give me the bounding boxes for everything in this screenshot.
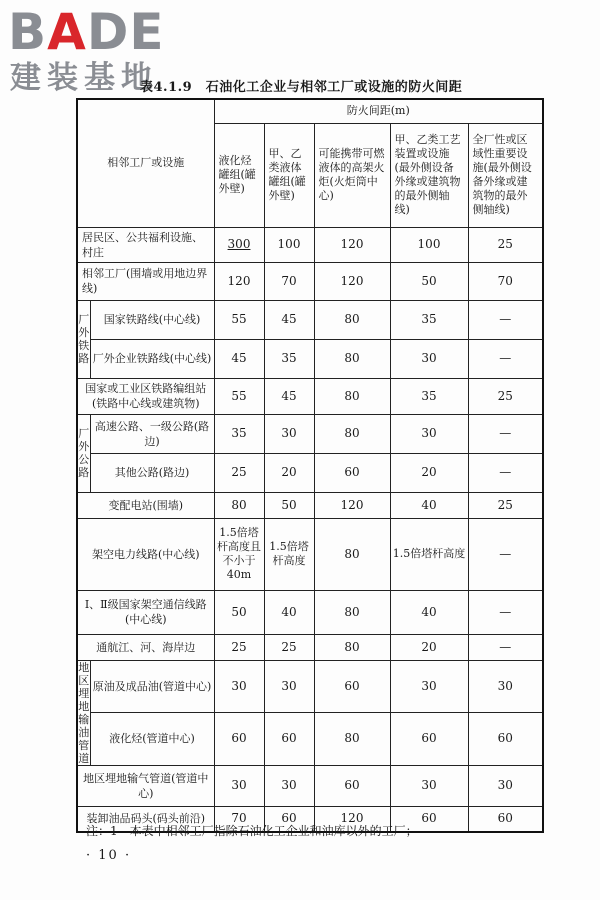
cell-value: 30 [390, 339, 468, 378]
cell-value: 120 [314, 806, 390, 832]
cell-value: 1.5倍塔杆高度 [264, 518, 314, 590]
cell-value: 25 [468, 492, 543, 518]
logo-wordmark: BADE [8, 3, 165, 61]
cell-value: — [468, 634, 543, 660]
table-row [77, 262, 543, 300]
cell-value: 60 [468, 806, 543, 832]
cell-value: 45 [264, 378, 314, 414]
table-row [77, 339, 543, 378]
row-label: Ⅰ、Ⅱ级国家架空通信线路(中心线) [77, 590, 214, 634]
group-label-railway: 厂外铁路 [77, 300, 90, 378]
cell-value: 30 [264, 765, 314, 806]
cell-value: 25 [214, 453, 264, 492]
fire-distance-table [76, 98, 544, 833]
cell-value: 20 [264, 453, 314, 492]
cell-value: — [468, 590, 543, 634]
row-label: 国家或工业区铁路编组站(铁路中心线或建筑物) [77, 378, 214, 414]
cell-value: 30 [214, 660, 264, 713]
table-row [77, 518, 543, 590]
table-row [77, 765, 543, 806]
cell-value: 80 [314, 414, 390, 453]
table-row [77, 300, 543, 339]
cell-value: 80 [314, 300, 390, 339]
row-label: 相邻工厂(围墙或用地边界线) [77, 262, 214, 300]
cell-value: 20 [390, 453, 468, 492]
cell-value: 30 [468, 765, 543, 806]
row-label: 其他公路(路边) [90, 453, 214, 492]
cell-value: 50 [264, 492, 314, 518]
table-row [77, 453, 543, 492]
cell-value: 30 [390, 660, 468, 713]
row-label: 居民区、公共福利设施、村庄 [77, 227, 214, 262]
cell-value: 40 [390, 492, 468, 518]
cell-value: 60 [314, 765, 390, 806]
table-row [77, 713, 543, 766]
cell-value: — [468, 518, 543, 590]
cell-value: 35 [390, 300, 468, 339]
header-fire-distance: 防火间距(m) [214, 99, 543, 123]
logo-subtitle: 建装基地 [10, 60, 158, 96]
cell-value: 60 [264, 713, 314, 766]
cell-value: — [468, 300, 543, 339]
cell-value: 80 [214, 492, 264, 518]
header-col-flare: 可能携带可燃液体的高架火炬(火炬筒中心) [314, 123, 390, 227]
row-label: 厂外企业铁路线(中心线) [90, 339, 214, 378]
cell-value: 60 [264, 806, 314, 832]
cell-value: 80 [314, 518, 390, 590]
row-label: 液化烃(管道中心) [90, 713, 214, 766]
cell-value: 60 [390, 806, 468, 832]
cell-value: 60 [468, 713, 543, 766]
cell-value: 50 [214, 590, 264, 634]
cell-value: 30 [264, 414, 314, 453]
cell-value: 60 [390, 713, 468, 766]
cell-value: 80 [314, 378, 390, 414]
cell-value: — [468, 339, 543, 378]
row-label: 国家铁路线(中心线) [90, 300, 214, 339]
cell-value: 25 [468, 227, 543, 262]
cell-value: 120 [214, 262, 264, 300]
cell-value: 1.5倍塔杆高度且不小于40m [214, 518, 264, 590]
header-col-lpg: 液化烃罐组(罐外壁) [214, 123, 264, 227]
cell-value: 30 [390, 765, 468, 806]
cell-value: 55 [214, 300, 264, 339]
cell-value: 60 [214, 713, 264, 766]
row-label: 变配电站(围墙) [77, 492, 214, 518]
cell-value: 80 [314, 634, 390, 660]
header-facility: 相邻工厂或设施 [77, 99, 214, 227]
table-row [77, 590, 543, 634]
cell-value: 30 [264, 660, 314, 713]
table-row [77, 634, 543, 660]
cell-value: 70 [468, 262, 543, 300]
row-label: 地区埋地输气管道(管道中心) [77, 765, 214, 806]
cell-value: 30 [390, 414, 468, 453]
cell-value: 40 [264, 590, 314, 634]
cell-value: 20 [390, 634, 468, 660]
cell-value: 80 [314, 713, 390, 766]
cell-value: 35 [264, 339, 314, 378]
cell-value: 25 [264, 634, 314, 660]
table-caption: 表4.1.9 石油化工企业与相邻工厂或设施的防火间距 [140, 80, 463, 95]
header-col-process-unit: 甲、乙类工艺装置或设施(最外侧设备外缘或建筑物的最外侧轴线) [390, 123, 468, 227]
cell-value: 25 [214, 634, 264, 660]
page-number: · 10 · [86, 848, 132, 863]
row-label: 装卸油品码头(码头前沿) [77, 806, 214, 832]
row-label: 高速公路、一级公路(路边) [90, 414, 214, 453]
cell-value: 45 [214, 339, 264, 378]
cell-value: 35 [214, 414, 264, 453]
cell-value: 35 [390, 378, 468, 414]
table-row [77, 660, 543, 713]
table-row [77, 227, 543, 262]
header-col-key-facility: 全厂性或区域性重要设施(最外侧设备外缘或建筑物的最外侧轴线) [468, 123, 543, 227]
cell-value: 55 [214, 378, 264, 414]
cell-value: 80 [314, 339, 390, 378]
group-label-pipeline: 地区埋地输油管道 [78, 660, 90, 765]
cell-value: 60 [314, 660, 390, 713]
cell-value: 100 [390, 227, 468, 262]
group-label-highway: 厂外公路 [77, 414, 90, 492]
cell-value: 300 [214, 227, 264, 262]
cell-value: 120 [314, 227, 390, 262]
cell-value: 45 [264, 300, 314, 339]
cell-value: 100 [264, 227, 314, 262]
header-col-liquid-tank: 甲、乙类液体罐组(罐外壁) [264, 123, 314, 227]
cell-value: 50 [390, 262, 468, 300]
header-row-1 [77, 99, 543, 123]
cell-value: 60 [314, 453, 390, 492]
table-row [77, 378, 543, 414]
cell-value: 40 [390, 590, 468, 634]
cell-value: — [468, 453, 543, 492]
cell-value: — [468, 414, 543, 453]
cell-value: 120 [314, 262, 390, 300]
table-row [77, 414, 543, 453]
row-label: 原油及成品油(管道中心) [90, 660, 214, 713]
cell-value: 70 [214, 806, 264, 832]
row-label: 架空电力线路(中心线) [77, 518, 214, 590]
table-row [77, 492, 543, 518]
cell-value: 25 [468, 378, 543, 414]
cell-value: 30 [468, 660, 543, 713]
table-notes: 注：1 本表中相邻工厂指除石油化工企业和油库以外的工厂； [86, 824, 418, 838]
cell-value: 80 [314, 590, 390, 634]
cell-value: 120 [314, 492, 390, 518]
row-label: 通航江、河、海岸边 [77, 634, 214, 660]
cell-value: 30 [214, 765, 264, 806]
cell-value: 70 [264, 262, 314, 300]
cell-value: 1.5倍塔杆高度 [390, 518, 468, 590]
